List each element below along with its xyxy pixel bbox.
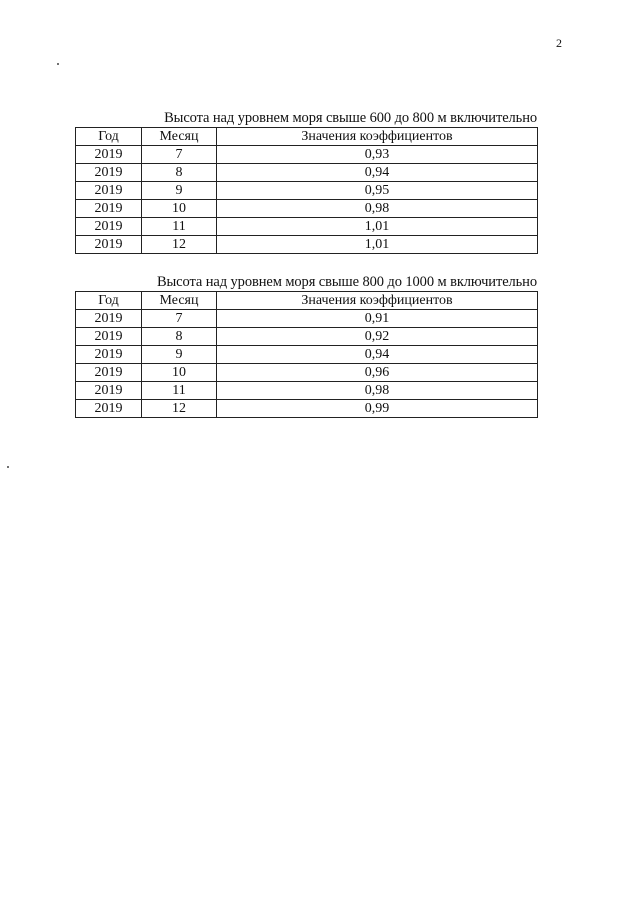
table-row <box>76 182 538 200</box>
table-header-row <box>76 128 538 146</box>
table-caption: Высота над уровнем моря свыше 800 до 1000 м включительно <box>156 274 537 290</box>
month-cell: 8 <box>142 164 217 182</box>
year-cell: 2019 <box>76 400 142 418</box>
column-header-year: Год <box>76 128 142 146</box>
year-cell: 2019 <box>76 364 142 382</box>
page-number: 2 <box>556 36 562 50</box>
month-cell: 10 <box>142 200 217 218</box>
table-row <box>76 236 538 254</box>
year-cell: 2019 <box>76 346 142 364</box>
table-row <box>76 382 538 400</box>
month-cell: 10 <box>142 364 217 382</box>
value-cell: 0,98 <box>217 382 538 400</box>
value-cell: 0,94 <box>217 346 538 364</box>
table-row <box>76 400 538 418</box>
year-cell: 2019 <box>76 218 142 236</box>
table-row <box>76 218 538 236</box>
year-cell: 2019 <box>76 310 142 328</box>
scan-speck <box>7 466 9 468</box>
column-header-month: Месяц <box>142 292 217 310</box>
table-row <box>76 346 538 364</box>
table-row <box>76 364 538 382</box>
table-row <box>76 146 538 164</box>
scan-speck <box>57 63 59 65</box>
column-header-value: Значения коэффициентов <box>217 292 538 310</box>
table-row <box>76 310 538 328</box>
month-cell: 9 <box>142 346 217 364</box>
year-cell: 2019 <box>76 328 142 346</box>
value-cell: 0,99 <box>217 400 538 418</box>
month-cell: 12 <box>142 236 217 254</box>
value-cell: 0,95 <box>217 182 538 200</box>
month-cell: 7 <box>142 310 217 328</box>
column-header-year: Год <box>76 292 142 310</box>
value-cell: 0,98 <box>217 200 538 218</box>
coefficients-table <box>75 127 538 254</box>
year-cell: 2019 <box>76 200 142 218</box>
value-cell: 1,01 <box>217 236 538 254</box>
value-cell: 0,92 <box>217 328 538 346</box>
table-row <box>76 328 538 346</box>
value-cell: 0,96 <box>217 364 538 382</box>
coefficients-table <box>75 291 538 418</box>
month-cell: 8 <box>142 328 217 346</box>
value-cell: 0,91 <box>217 310 538 328</box>
year-cell: 2019 <box>76 382 142 400</box>
month-cell: 7 <box>142 146 217 164</box>
month-cell: 11 <box>142 382 217 400</box>
month-cell: 12 <box>142 400 217 418</box>
column-header-value: Значения коэффициентов <box>217 128 538 146</box>
coefficients-table-block-2 <box>75 274 537 418</box>
value-cell: 1,01 <box>217 218 538 236</box>
table-row <box>76 164 538 182</box>
value-cell: 0,93 <box>217 146 538 164</box>
table-header-row <box>76 292 538 310</box>
value-cell: 0,94 <box>217 164 538 182</box>
column-header-month: Месяц <box>142 128 217 146</box>
year-cell: 2019 <box>76 164 142 182</box>
year-cell: 2019 <box>76 146 142 164</box>
table-caption: Высота над уровнем моря свыше 600 до 800 м включительно <box>164 110 537 126</box>
coefficients-table-block-1 <box>75 110 537 254</box>
year-cell: 2019 <box>76 182 142 200</box>
table-row <box>76 200 538 218</box>
year-cell: 2019 <box>76 236 142 254</box>
month-cell: 11 <box>142 218 217 236</box>
month-cell: 9 <box>142 182 217 200</box>
